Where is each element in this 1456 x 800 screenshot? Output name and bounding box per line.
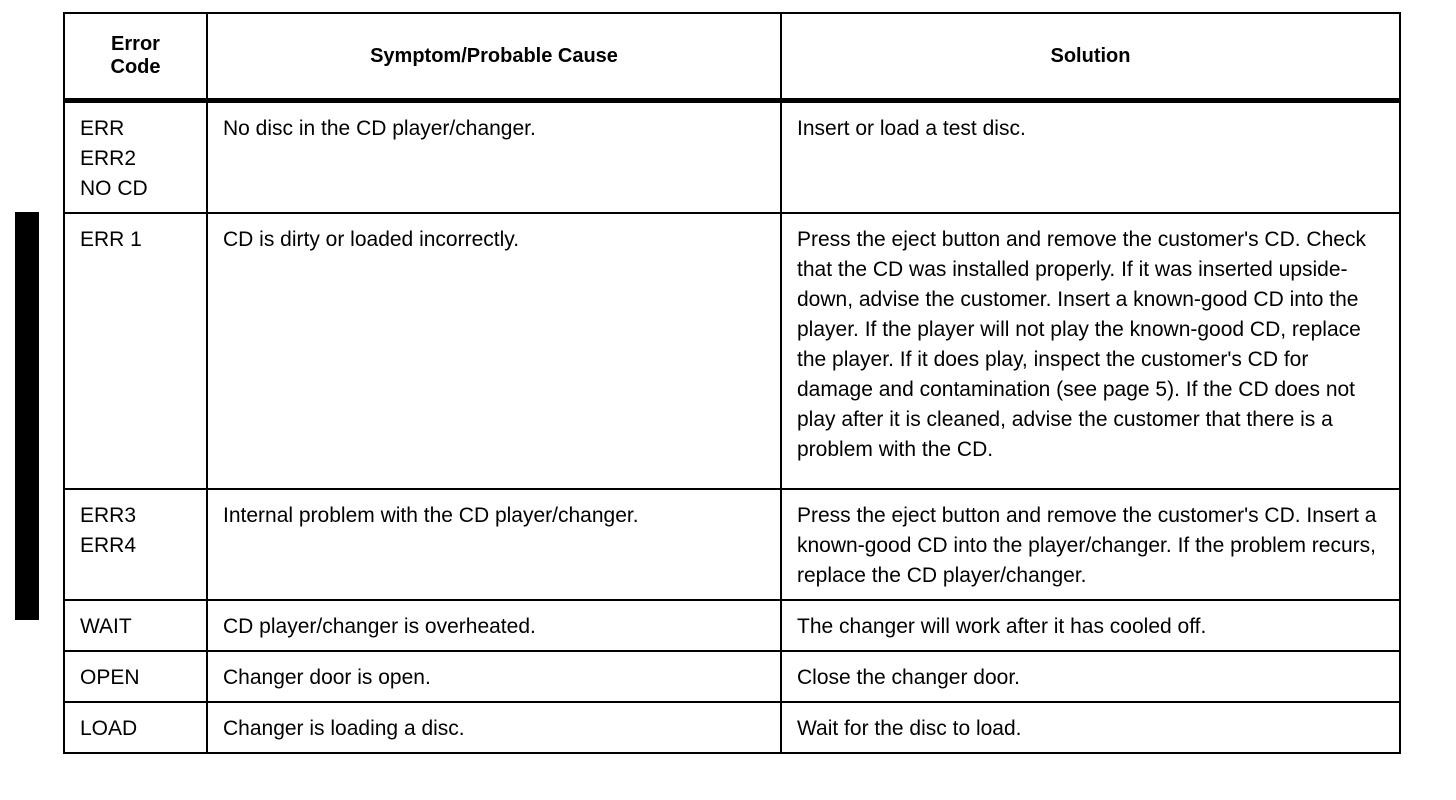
table-row xyxy=(64,702,1400,753)
error-code: ERR 1 xyxy=(80,228,142,251)
cause-cell: CD player/changer is overheated. xyxy=(207,600,781,651)
cause-cell: Internal problem with the CD player/changer. xyxy=(207,489,781,600)
header-error-code xyxy=(64,13,207,101)
table-row xyxy=(64,489,1400,600)
error-code: ERR xyxy=(80,117,125,140)
solution-cell: Press the eject button and remove the customer's CD. Check that the CD was installed properly. If it was inserted upside-down, advise the customer. Insert a known-good CD into the player. If the player will not play the known-good CD, replace the player. If it does play, inspect the customer's CD for damage and contamination (see page 5). If the CD does not play after it is cleaned, advise the customer that there is a problem with the CD. xyxy=(781,213,1400,489)
error-code: LOAD xyxy=(80,717,138,740)
solution-cell: Insert or load a test disc. xyxy=(781,101,1400,214)
error-code: NO CD xyxy=(80,177,148,200)
solution-cell: Close the changer door. xyxy=(781,651,1400,702)
header-solution: Solution xyxy=(781,13,1400,101)
error-code: ERR3 xyxy=(80,504,137,527)
error-code: ERR2 xyxy=(80,147,137,170)
cause-cell: CD is dirty or loaded incorrectly. xyxy=(207,213,781,489)
header-error-code-line2: Code xyxy=(110,56,161,78)
error-code-cell xyxy=(64,489,207,600)
margin-tab-bar xyxy=(15,212,39,620)
error-code: WAIT xyxy=(80,615,132,638)
error-code-cell xyxy=(64,702,207,753)
cause-cell: Changer door is open. xyxy=(207,651,781,702)
table-row xyxy=(64,101,1400,214)
cause-cell: No disc in the CD player/changer. xyxy=(207,101,781,214)
solution-cell: The changer will work after it has cooled off. xyxy=(781,600,1400,651)
header-error-code-line1: Error xyxy=(111,33,160,55)
error-code-cell xyxy=(64,101,207,214)
error-code-table xyxy=(63,12,1401,754)
table-row xyxy=(64,600,1400,651)
error-code-cell xyxy=(64,651,207,702)
table-row xyxy=(64,651,1400,702)
solution-cell: Press the eject button and remove the customer's CD. Insert a known-good CD into the player/changer. If the problem recurs, replace the CD player/changer. xyxy=(781,489,1400,600)
header-symptom-cause: Symptom/Probable Cause xyxy=(207,13,781,101)
table-row xyxy=(64,213,1400,489)
error-code: ERR4 xyxy=(80,534,137,557)
error-code: OPEN xyxy=(80,666,140,689)
solution-cell: Wait for the disc to load. xyxy=(781,702,1400,753)
header-row xyxy=(64,13,1400,101)
error-code-cell xyxy=(64,213,207,489)
error-code-cell xyxy=(64,600,207,651)
cause-cell: Changer is loading a disc. xyxy=(207,702,781,753)
